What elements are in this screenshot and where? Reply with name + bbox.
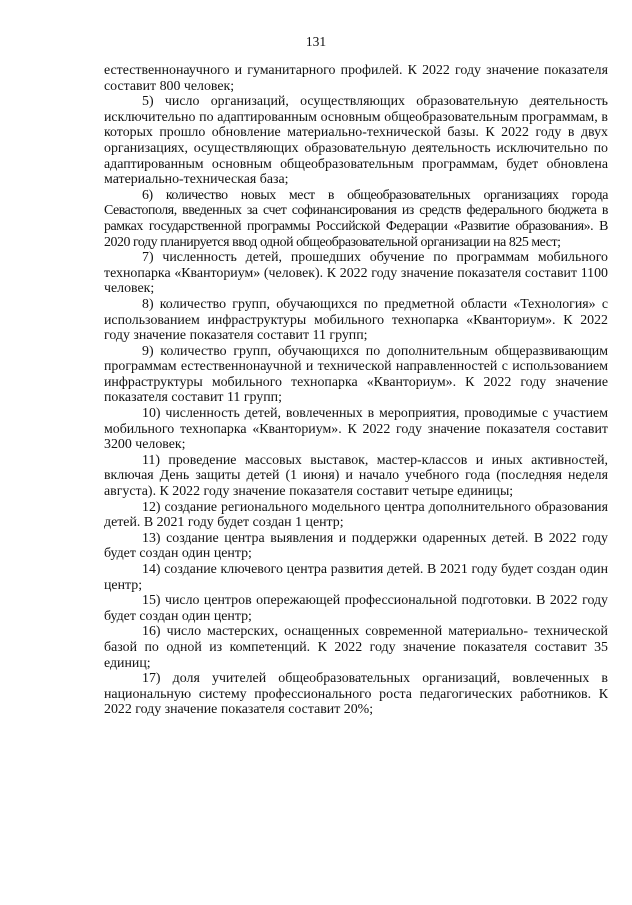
paragraph-item-11: 11) проведение массовых выставок, мастер-классов и иных активностей, включая День защиты детей (1 июня) и начало учебного года (последняя неделя августа). К 2022 году значение показателя составит четыре единицы; [104,452,608,500]
paragraph-item-5: 5) число организаций, осуществляющих образовательную деятельность исключительно по адаптированным основным общеобразовательным программам, в которых прошло обновление материально-технической базы. К 2022 году в двух организациях, осуществляющих образовательную деятельность исключительно по адаптированным основным общеобразовательным программам, будет обновлена материально-техническая база; [104,94,608,188]
paragraph-item-16: 16) число мастерских, оснащенных современной материально- технической базой по одной из компетенций. К 2022 году значение показателя составит 35 единиц; [104,624,608,671]
paragraph-item-17: 17) доля учителей общеобразовательных организаций, вовлеченных в национальную систему профессионального роста педагогических работников. К 2022 году значение показателя составит 20%; [104,671,608,718]
paragraph-item-7: 7) численность детей, прошедших обучение по программам мобильного технопарка «Кванториум» (человек). К 2022 году значение показателя составит 1100 человек; [104,250,608,297]
page-number: 131 [305,34,327,49]
paragraph-item-12: 12) создание регионального модельного центра дополнительного образования детей. В 2021 году будет создан 1 центр; [104,499,608,531]
paragraph-item-10: 10) численность детей, вовлеченных в мероприятия, проводимые с участием мобильного технопарка «Кванториум». К 2022 году значение показателя составит 3200 человек; [104,406,608,453]
document-body [104,63,608,718]
paragraph-continuation: естественнонаучного и гуманитарного профилей. К 2022 году значение показателя составит 800 человек; [104,63,608,94]
paragraph-item-13: 13) создание центра выявления и поддержки одаренных детей. В 2022 году будет создан один центр; [104,530,608,562]
paragraph-item-15: 15) число центров опережающей профессиональной подготовки. В 2022 году будет создан один центр; [104,593,608,624]
paragraph-item-6: 6) количество новых мест в общеобразовательных организациях города Севастополя, введенных за счет софинансирования из средств федерального бюджета в рамках государственной программы Российской Федерации «Развитие образования». В 2020 году планируется ввод одной общеобразовательной организации на 825 мест; [104,187,608,250]
paragraph-item-8: 8) количество групп, обучающихся по предметной области «Технология» с использованием инфраструктуры мобильного технопарка «Кванториум». К 2022 году значение показателя составит 11 групп; [104,296,608,344]
paragraph-item-9: 9) количество групп, обучающихся по дополнительным общеразвивающим программам естественнонаучной и технической направленностей с использованием инфраструктуры мобильного технопарка «Кванториум». К 2022 году значение показателя составит 11 групп; [104,343,608,406]
paragraph-item-14: 14) создание ключевого центра развития детей. В 2021 году будет создан один центр; [104,562,608,593]
